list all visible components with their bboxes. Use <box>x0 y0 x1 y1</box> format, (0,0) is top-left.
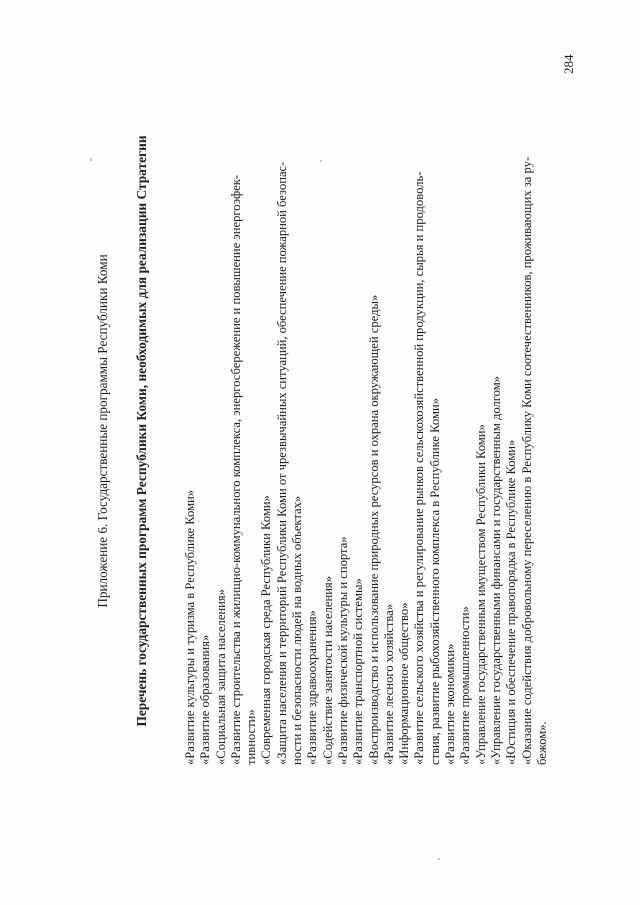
scan-speck <box>90 158 92 161</box>
program-item: «Воспроизводство и использование природных ресурсов и охрана окружающей среды» <box>366 294 381 765</box>
appendix-title: Приложение 6. Государственные программы Республики Коми <box>95 254 110 608</box>
program-item: тивности» <box>244 709 259 765</box>
program-item: «Развитие здравоохранения» <box>305 610 320 765</box>
program-list <box>183 97 550 765</box>
program-item: «Управление государственным имуществом Республики Коми» <box>473 424 488 765</box>
program-item: «Содействие занятости населения» <box>320 575 335 765</box>
program-item: «Развитие лесного хозяйства» <box>381 603 396 765</box>
program-item: ствия, развитие рыбохозяйственного комплекса в Республике Коми» <box>427 398 442 765</box>
program-item: «Развитие экономики» <box>443 643 458 765</box>
program-item: «Юстиция и обеспечение правопорядка в Республике Коми» <box>504 439 519 765</box>
program-item: «Развитие транспортной системы» <box>351 578 366 765</box>
page-number: 284 <box>561 54 576 74</box>
program-item: «Развитие промышленности» <box>458 606 473 765</box>
program-item: «Оказание содействия добровольному переселению в Республику Коми соотечественников, проживающих за ру- <box>519 156 534 765</box>
scan-speck <box>320 160 322 162</box>
program-item: «Управление государственными финансами и государственным долгом» <box>488 376 503 765</box>
rotated-content <box>95 97 555 765</box>
program-item: «Развитие культуры и туризма в Республике Коми» <box>183 489 197 765</box>
program-item: «Информационное общество» <box>397 602 412 765</box>
program-item: «Развитие сельского хозяйства и регулирование рынков сельскохозяйственной продукции, сырья и продоволь- <box>412 171 427 765</box>
program-item: «Развитие образования» <box>198 634 213 765</box>
program-item: «Социальная защита населения» <box>213 589 228 765</box>
program-item: «Современная городская среда Республики Коми» <box>259 495 274 765</box>
list-title: Перечень государственных программ Республики Коми, необходимых для реализации Стратегии <box>134 135 149 727</box>
program-item: «Защита населения и территорий Республики Коми от чрезвычайных ситуаций, обеспечение пожарной безопас- <box>274 161 289 765</box>
program-item: ности и безопасности людей на водных объектах» <box>290 495 305 765</box>
program-item: «Развитие строительства и жилищно-коммунального комплекса, энергосбережение и повышение энергоэфек- <box>228 174 243 765</box>
program-item: «Развитие физической культуры и спорта» <box>335 536 350 765</box>
program-item: бежом». <box>534 721 549 765</box>
scan-speck <box>438 858 440 860</box>
